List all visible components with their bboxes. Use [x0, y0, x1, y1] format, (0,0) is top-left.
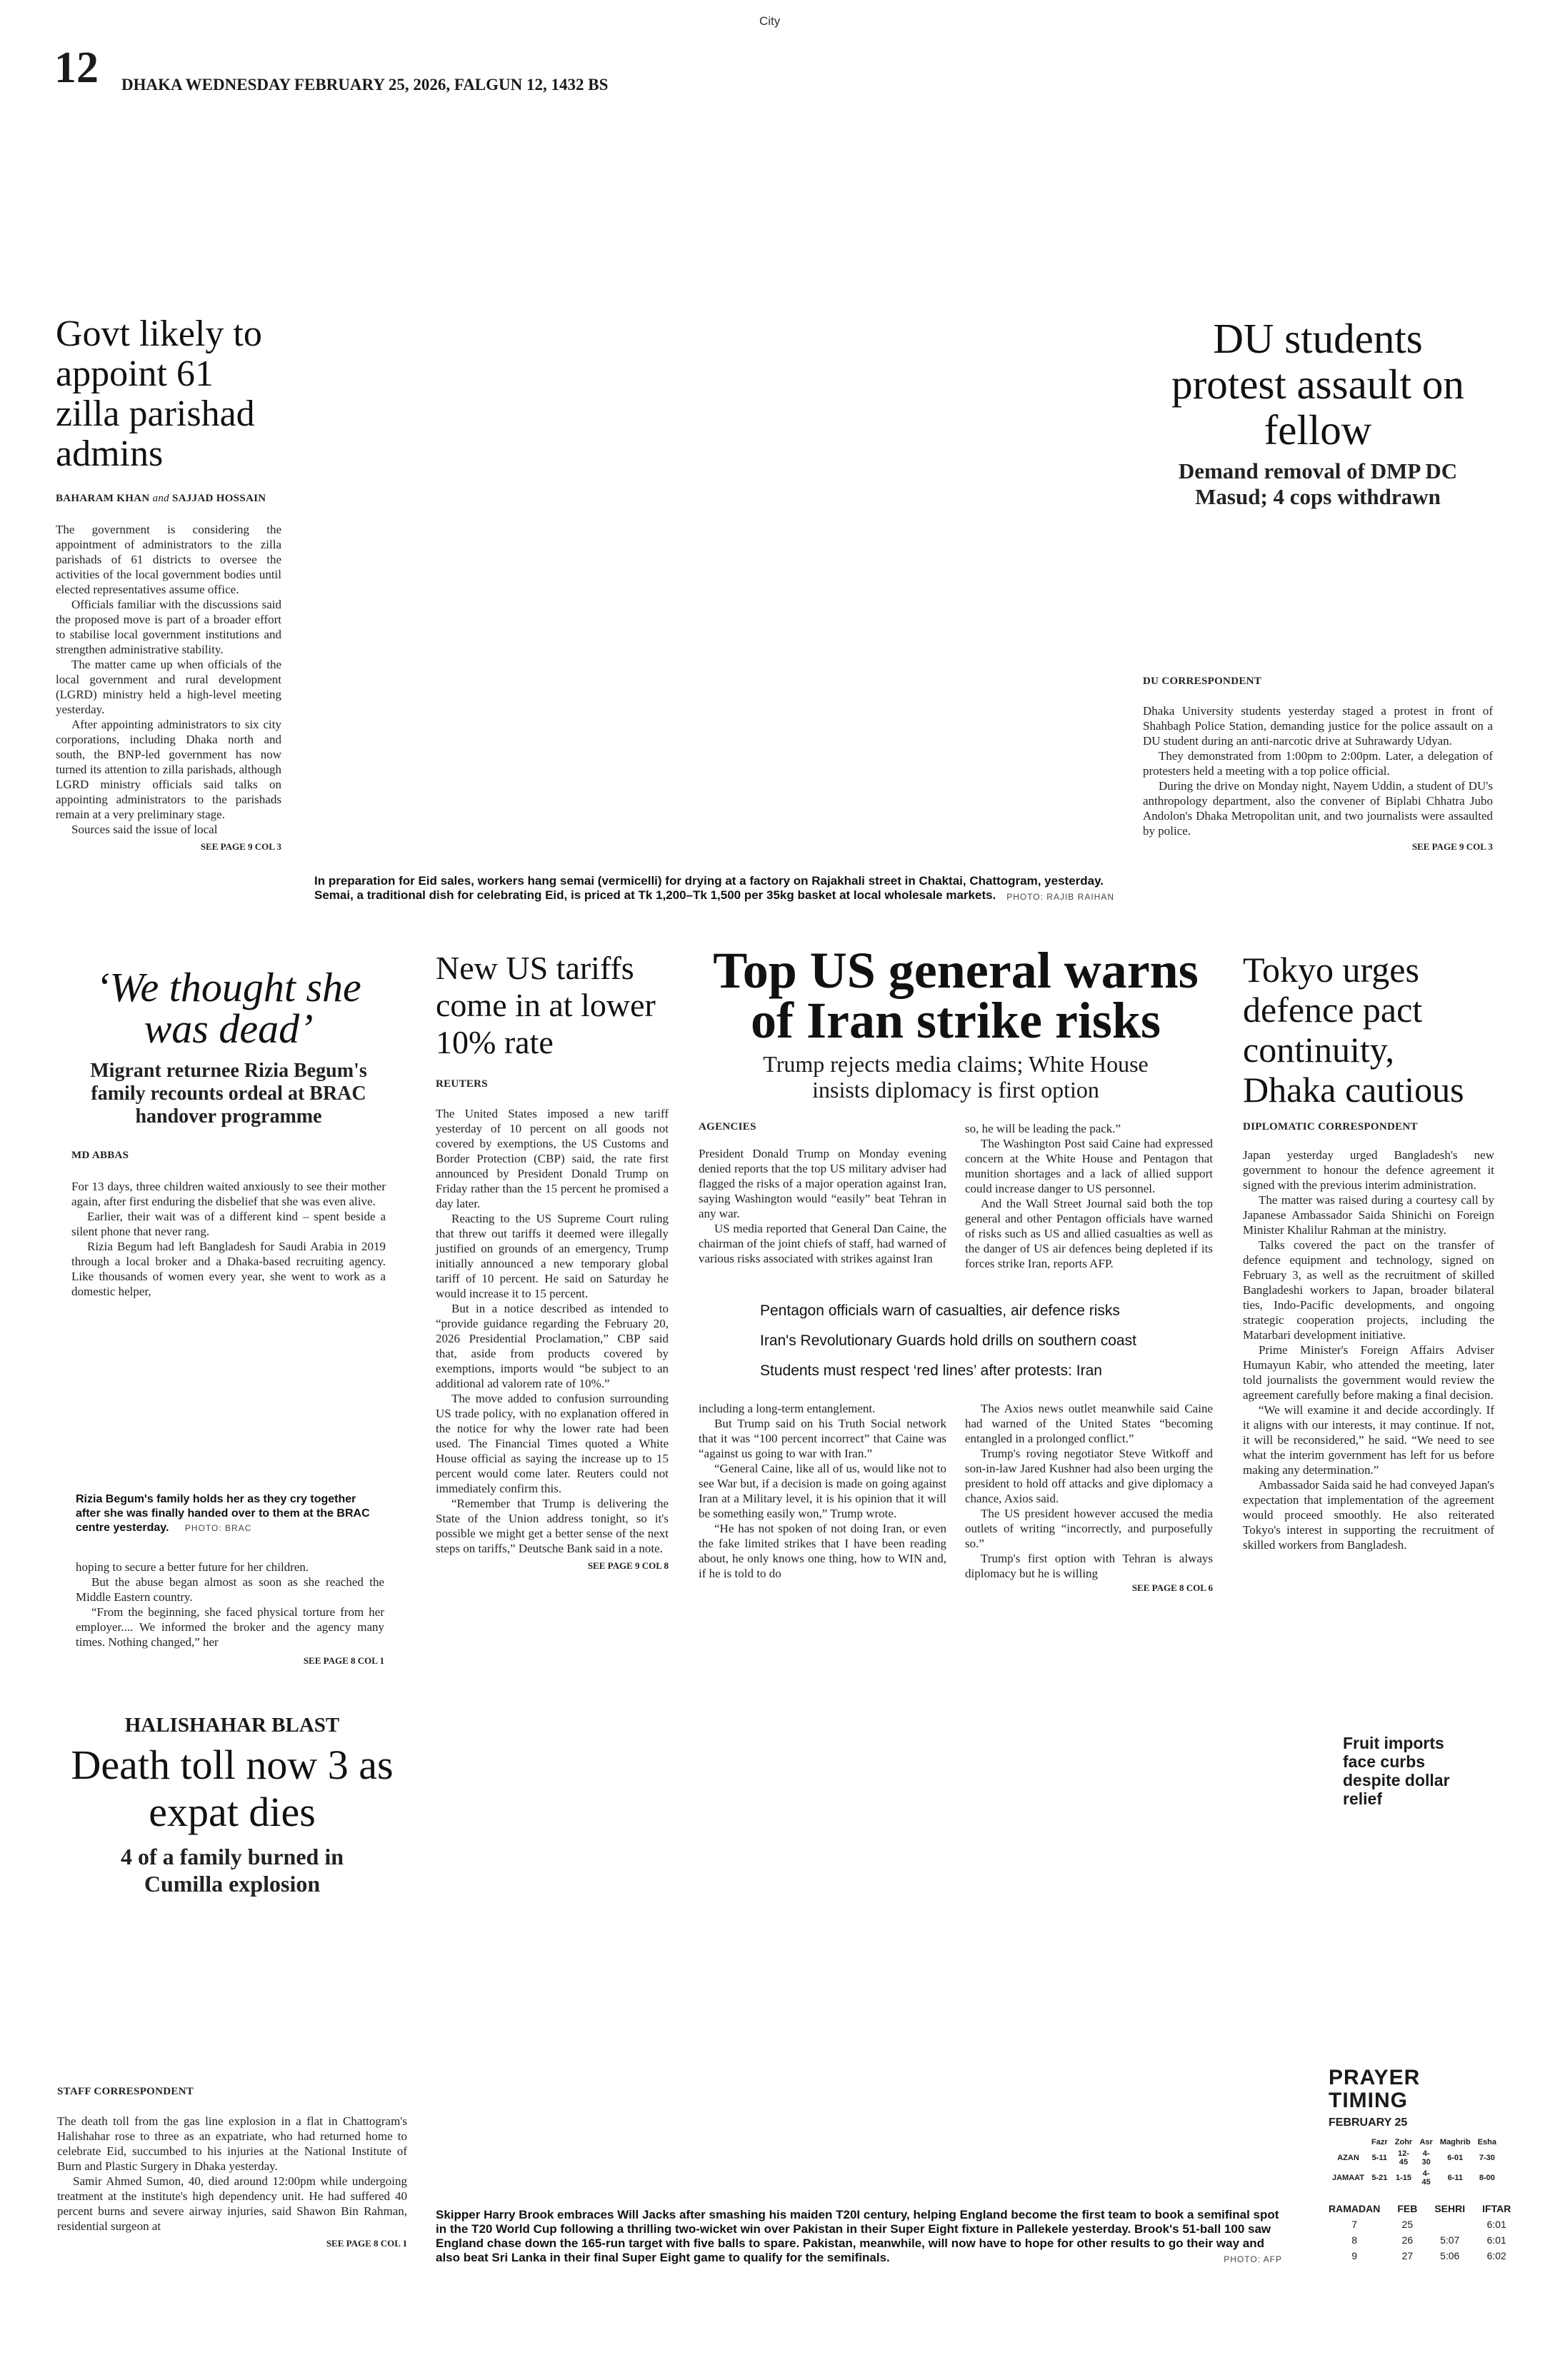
- page-number: 12: [54, 44, 99, 92]
- columns-top: [699, 1121, 1213, 1271]
- related-teasers: [760, 1302, 1213, 1380]
- iran-story: [699, 942, 1213, 1594]
- deck: 4 of a family burned in Cumilla explosion: [120, 1844, 344, 1897]
- article-body: The Axios news outlet meanwhile said Caine had warned of the United States “becoming entangled in a prolonged conflict.” Trump's roving negotiator Steve Witkoff and son-in-law Jared Kushner had also been urging the president to hold off attacks and give diplomacy a chance, Axios said. The US president however accused the media outlets of writing “incorrectly, and purposefully so.” Trump's first option with Tehran is always diplomacy but he is willing: [965, 1402, 1213, 1580]
- deck: Demand removal of DMP DC Masud; 4 cops withdrawn: [1178, 458, 1458, 509]
- photo-credit: PHOTO: BRAC: [184, 1523, 252, 1533]
- photo-caption: Rizia Begum's family holds her as they cry together after she was finally handed over to them at the BRAC centre yesterday. PHOTO: BRAC: [76, 1493, 370, 1534]
- photo-credit: PHOTO: AFP: [1224, 2254, 1282, 2264]
- article-body: hoping to secure a better future for her children. But the abuse began almost as soon as she reached the Middle Eastern country. “From the beginning, she faced physical torture from her employer.... We informed the broker and the agency many times. Nothing changed,” her: [76, 1560, 384, 1649]
- article-body: Dhaka University students yesterday staged a protest in front of Shahbagh Police Station, demanding justice for the police assault on a DU student during an anti-narcotic drive at Suhrawardy Udyan. They demonstrated from 1:00pm to 2:00pm. Later, a delegation of protesters held a meeting with a top police official. During the drive on Monday night, Nayem Uddin, a student of DU's anthropology department, also the convener of Biplabi Chhatra Jubo Andolon's Dhaka Metropolitan unit, and two journalists were assaulted by police.: [1143, 704, 1493, 838]
- photo-credit: PHOTO: RAJIB RAIHAN: [1006, 892, 1114, 902]
- jump-link[interactable]: SEE PAGE 9 COL 8: [587, 1560, 669, 1571]
- byline: DU CORRESPONDENT: [1143, 676, 1262, 687]
- deck: Trump rejects media claims; White House insists diplomacy is first option: [763, 1051, 1149, 1103]
- du-story: [1143, 316, 1493, 853]
- columns-bottom: [699, 1401, 1213, 1594]
- blast-story: [57, 1714, 407, 2249]
- article-body: Japan yesterday urged Bangladesh's new government to honour the defence agreement it signed with the previous interim administration. The matter was raised during a courtesy call by Japanese Ambassador Saida Shinichi on Foreign Minister Khalilur Rahman at the ministry. Talks covered the pact on the transfer of defence equipment and technology, signed on February 3, as well as the recruitment of skilled Bangladeshi workers to Japan, broader bilateral ties, Indo-Pacific developments, and ongoing strategic cooperation projects, including the Matarbari development initiative. Prime Minister's Foreign Affairs Adviser Humayun Kabir, who attended the meeting, later told journalists the government would review the agreement carefully before making a final decision. “We will examine it and decide accordingly. If it aligns with our interests, it may continue. If not, it will be reconsidered,” he said. “We need to see what the interim government has left for us before making any determination.” Ambassador Saida said he had conveyed Japan's expectation that implementation of the agreement would proceed smoothly. He also reiterated Tokyo's interest in supporting the recruitment of skilled workers from Bangladesh.: [1243, 1148, 1494, 1552]
- deck: Migrant returnee Rizia Begum's family recounts ordeal at BRAC handover programme: [90, 1060, 367, 1128]
- zilla-story: [56, 314, 281, 853]
- teaser-link[interactable]: Pentagon officials warn of casualties, air defence risks: [760, 1302, 1120, 1319]
- jump-link[interactable]: SEE PAGE 9 COL 3: [200, 841, 281, 852]
- article-body: The government is considering the appointment of administrators to the zilla parishads of 61 districts to oversee the activities of the local government bodies until elected representatives assume office. Officials familiar with the discussions said the proposed move is part of a broader effort to stabilise local government institutions and strengthen administrative stability. The matter came up when officials of the local government and rural development (LGRD) ministry held a high-level meeting yesterday. After appointing administrators to six city corporations, including Dhaka north and south, the BNP-led government has now turned its attention to zilla parishads, although LGRD ministry officials said talks on appointing administrators to the parishads remain at a very preliminary stage. Sources said the issue of local: [56, 523, 281, 836]
- prayer-date: FEBRUARY 25: [1329, 2117, 1408, 2129]
- prayer-timing: [1329, 2067, 1500, 2188]
- jump-link[interactable]: SEE PAGE 8 COL 1: [326, 2238, 407, 2249]
- byline: REUTERS: [436, 1078, 488, 1090]
- article-body: The United States imposed a new tariff yesterday of 10 percent on all goods not covered by exemptions, the US Customs and Border Protection (CBP) said, the rate first announced by President Donald Trump on Friday rather than the 15 percent he promised a day later. Reacting to the US Supreme Court ruling that threw out tariffs it deemed were illegally justified on grounds of an emergency, Trump initially announced a new temporary global tariff of 10 percent. He said on Saturday he would increase it to 15 percent. But in a notice described as intended to “provide guidance regarding the February 20, 2026 Presidential Proclamation,” CBP said that, aside from products covered by exemptions, imports would “be subject to an additional ad valorem rate of 10%.” The move added to confusion surrounding US trade policy, with no explanation offered in the notice for why the lower rate had been used. The Financial Times quoted a White House official as saying the increase up to 15 percent would come later. Reuters could not immediately confirm this. “Remember that Trump is delivering the State of the Union address tonight, so it's possible we might get a better sense of the next steps on tariffs,” Deutsche Bank said in a note.: [436, 1107, 669, 1555]
- headline: New US tariffs come in at lower 10% rate: [436, 950, 656, 1060]
- jump-link[interactable]: SEE PAGE 8 COL 6: [1131, 1582, 1213, 1593]
- byline: AGENCIES: [699, 1121, 756, 1133]
- jump-link[interactable]: SEE PAGE 9 COL 3: [1411, 841, 1493, 852]
- tariff-story: [436, 950, 669, 1572]
- article-body: President Donald Trump on Monday evening denied reports that the top US military adviser had flagged the risks of a major operation against Iran, saying Washington would “easily” beat Tehran in any war. US media reported that General Dan Caine, the chairman of the joint chiefs of staff, had warned of various risks associated with strikes against Iran: [699, 1147, 946, 1265]
- headline: Govt likely to appoint 61 zilla parishad admins: [56, 313, 262, 474]
- ramadan-table: RAMADAN FEB SEHRI IFTAR 7 25 6:01 8 26 5:07 6:01 9 27 5:06 6:02: [1329, 2203, 1511, 2261]
- byline: STAFF CORRESPONDENT: [57, 2086, 194, 2097]
- article-body: For 13 days, three children waited anxiously to see their mother again, after first enduring the disbelief that she was even alive. Earlier, their wait was of a different kind – spent beside a silent phone that never rang. Rizia Begum had left Bangladesh for Saudi Arabia in 2019 through a local broker and a Dhaka-based recruiting agency. Like thousands of women every year, she went to work as a domestic helper,: [71, 1180, 386, 1298]
- headline: ‘We thought she was dead’: [96, 964, 361, 1052]
- kicker: HALISHAHAR BLAST: [124, 1714, 340, 1737]
- headline: Top US general warns of Iran strike risks: [713, 942, 1199, 1049]
- section-label: City: [759, 14, 781, 28]
- teaser-link[interactable]: Iran's Revolutionary Guards hold drills on southern coast: [760, 1332, 1136, 1349]
- headline: DU students protest assault on fellow: [1171, 315, 1464, 453]
- headline: Death toll now 3 as expat dies: [71, 1742, 394, 1835]
- migrant-story: [71, 964, 386, 1299]
- prayer-table: Fazr Zohr Asr Maghrib Esha AZAN 5-11 12-45 4-30 6-01 7-30 JAMAAT 5-21 1-15 4-45 6-11 8-00: [1332, 2138, 1496, 2186]
- byline: MD ABBAS: [71, 1150, 129, 1161]
- teaser-link[interactable]: Students must respect ‘red lines’ after protests: Iran: [760, 1362, 1102, 1379]
- migrant-story-continued: [76, 1560, 384, 1667]
- photo-caption: Skipper Harry Brook embraces Will Jacks after smashing his maiden T20I century, helping England become the first team to book a semifinal spot in the T20 World Cup following a thrilling two-wicket win over Pakistan in their Super Eight fixture in Pallekele yesterday. Brook's 51-ball 100 saw England chase down the 165-run target with five balls to spare. Pakistan, meanwhile, will now have to hope for other results to go their way and also beat Sri Lanka in their final Super Eight game to qualify for the semifinals. PHOTO: AFP: [436, 2208, 1282, 2265]
- tokyo-story: [1243, 950, 1494, 1552]
- fruit-teaser[interactable]: Fruit imports face curbs despite dollar relief: [1343, 1734, 1450, 1808]
- article-body: The death toll from the gas line explosion in a flat in Chattogram's Halishahar rose to three as an expatriate, who had returned home to celebrate Eid, succumbed to his injuries at the National Institute of Burn and Plastic Surgery in Dhaka yesterday. Samir Ahmed Sumon, 40, died around 12:00pm while undergoing treatment at the institute's high dependency unit. He had suffered 40 percent burns and severe airway injuries, said Shawon Bin Rahman, residential surgeon at: [57, 2114, 407, 2233]
- article-body: so, he will be leading the pack.” The Washington Post said Caine had expressed concern at the White House and Pentagon that munition shortages and a lack of allied support could increase danger to US personnel. And the Wall Street Journal said both the top general and other Pentagon officials have warned of risks such as US and allied casualties as well as the danger of US air defences being depleted if its forces strike Iran, reports AFP.: [965, 1122, 1213, 1270]
- headline: Tokyo urges defence pact continuity, Dhaka cautious: [1243, 950, 1464, 1110]
- byline: DIPLOMATIC CORRESPONDENT: [1243, 1121, 1418, 1133]
- dateline: DHAKA WEDNESDAY FEBRUARY 25, 2026, FALGUN 12, 1432 BS: [121, 76, 609, 94]
- jump-link[interactable]: SEE PAGE 8 COL 1: [303, 1655, 384, 1666]
- byline: BAHARAM KHAN and SAJJAD HOSSAIN: [56, 493, 266, 504]
- article-body: including a long-term entanglement. But Trump said on his Truth Social network that it was “100 percent incorrect” that Caine was “against us going to war with Iran.” “General Caine, like all of us, would like not to see War but, if a decision is made on going against Iran at a Military level, it is his opinion that it will be something easily won,” Trump wrote. “He has not spoken of not doing Iran, or even the fake limited strikes that I have been reading about, he only knows one thing, how to WIN and, if he is told to do: [699, 1402, 946, 1580]
- photo-caption: In preparation for Eid sales, workers hang semai (vermicelli) for drying at a factory on Rajakhali street in Chaktai, Chattogram, yesterday. Semai, a traditional dish for celebrating Eid, is priced at Tk 1,200–Tk 1,500 per 35kg basket at local wholesale markets. PHOTO: RAJIB RAIHAN: [314, 874, 1114, 903]
- prayer-title: PRAYER TIMING: [1329, 2066, 1421, 2112]
